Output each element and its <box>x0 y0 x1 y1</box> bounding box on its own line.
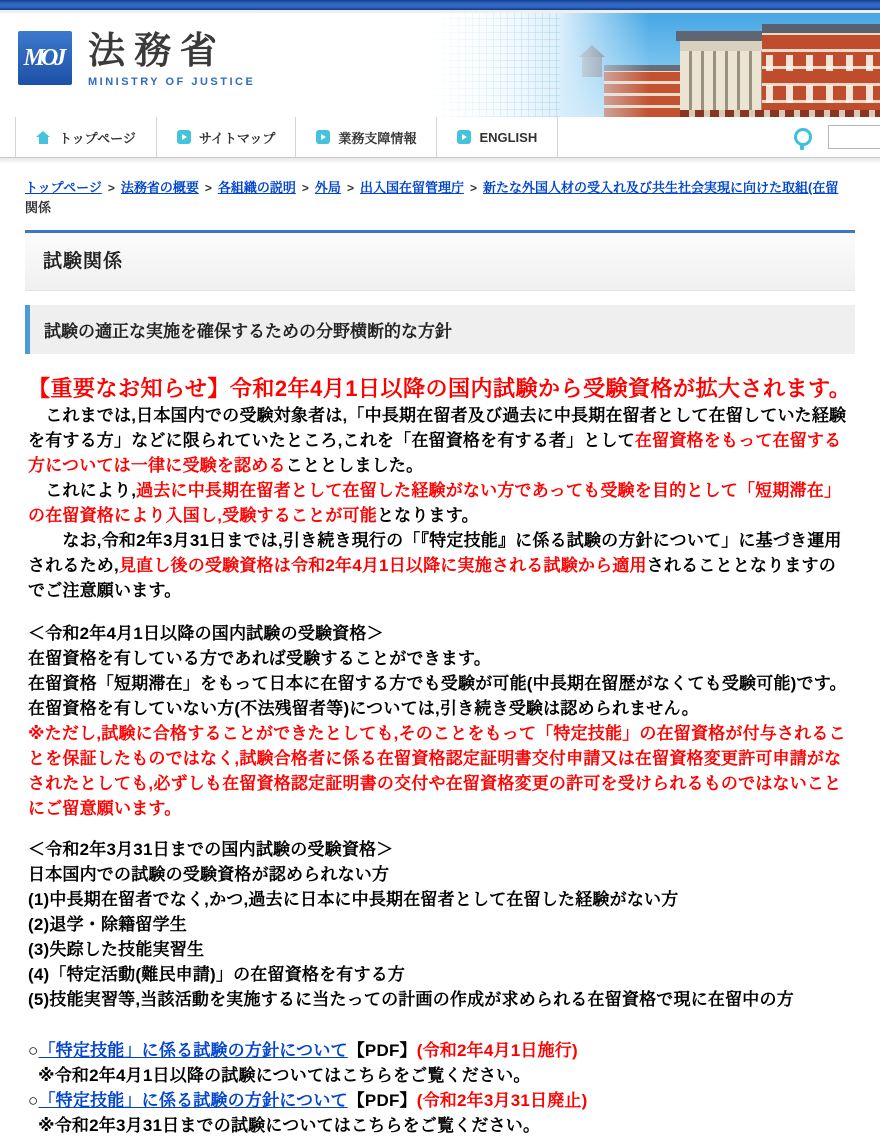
paragraph-text: なお,令和2年3月31日までは,引き続き現行の「『特定技能』に係る試験の方針について」に基づき運用されるため, <box>28 531 842 575</box>
section-until-march <box>28 837 852 1012</box>
section-until-march-title: ＜令和2年3月31日までの国内試験の受験資格＞ <box>28 840 394 859</box>
section-after-april-caution-note: ※ただし,試験に合格することができたとしても,そのことをもって「特定技能」の在留資格が付与されることを保証したものではなく,試験合格者に係る在留資格認定証明書交付申請又は在留資格変更許可申請がなされたとしても,必ずしも在留資格認定証明書の交付や在留資格変更の許可を受けられるものではないことにご留意願います。 <box>28 724 846 818</box>
moj-logo-acronym: MOJ <box>23 44 63 71</box>
header-building-photo <box>560 13 880 117</box>
paragraph-3 <box>28 528 852 603</box>
search-icon[interactable] <box>794 128 812 146</box>
paragraph-text: こととしました。 <box>285 456 424 475</box>
breadcrumb-separator: > <box>469 181 477 195</box>
pdf-link-test-policy-abolished[interactable]: 「特定技能」に係る試験の方針について <box>38 1091 348 1110</box>
building-windows <box>766 55 880 71</box>
moj-logo-mark <box>18 31 72 85</box>
paragraph-text: これにより, <box>28 481 137 500</box>
section-until-march-item: (2)退学・除籍留学生 <box>28 915 187 934</box>
site-name: 法務省 <box>88 30 226 71</box>
nav-shadow <box>0 158 880 164</box>
main-content <box>28 403 852 1138</box>
red-emphasis: 在留資格をもって在留する方については一律に受験を認める <box>28 431 842 475</box>
nav-item-top-page[interactable] <box>15 117 157 157</box>
section-after-april-item: 在留資格を有している方であれば受験することができます。 <box>28 649 492 668</box>
home-icon <box>36 131 51 144</box>
nav-item-label: サイトマップ <box>198 130 276 146</box>
breadcrumb-link-top-page[interactable]: トップページ <box>25 180 102 195</box>
building-colonnade <box>680 41 764 117</box>
pdf-link-test-policy-current[interactable]: 「特定技能」に係る試験の方針について <box>38 1041 348 1060</box>
nav-item-service-disruption-info[interactable] <box>296 117 437 157</box>
section-until-march-intro: 日本国内での試験の受験資格が認められない方 <box>28 865 390 884</box>
search-input[interactable] <box>828 125 880 149</box>
paragraph-text: されることとなりますのでご注意願います。 <box>28 556 836 600</box>
arrow-icon <box>316 130 330 144</box>
pdf-status: (令和2年3月31日廃止) <box>416 1091 588 1110</box>
list-marker: ○ <box>28 1041 39 1060</box>
arrow-icon <box>457 130 471 144</box>
site-name-en: MINISTRY OF JUSTICE <box>88 75 256 88</box>
building-tower <box>582 57 602 77</box>
list-marker: ○ <box>28 1091 39 1110</box>
pdf-link-line-2 <box>28 1088 852 1113</box>
paragraph-text: となります。 <box>376 506 479 525</box>
paragraph-2 <box>28 478 852 528</box>
section-after-april-item: 在留資格を有していない方(不法残留者等)については,引き続き受験は認められません。 <box>28 699 699 718</box>
pdf-note-2: ※令和2年3月31日までの試験についてはこちらをご覧ください。 <box>38 1116 541 1135</box>
top-bar <box>0 0 880 13</box>
pdf-status: (令和2年4月1日施行) <box>416 1041 578 1060</box>
nav-item-label: ENGLISH <box>479 129 538 145</box>
section-heading: 試験の適正な実施を確保するための分野横断的な方針 <box>25 305 855 354</box>
page-title: 試験関係 <box>43 251 124 272</box>
main-nav <box>0 117 880 158</box>
building-left-wing <box>604 65 682 117</box>
section-until-march-item: (5)技能実習等,当該活動を実施するに当たっての計画の作成が求められる在留資格で現に在留中の方 <box>28 990 794 1009</box>
breadcrumb-link-external-bureaus[interactable]: 外局 <box>314 180 341 195</box>
pdf-tag: 【PDF】 <box>347 1041 417 1060</box>
section-after-april <box>28 621 852 821</box>
breadcrumb-link-moj-overview[interactable]: 法務省の概要 <box>120 180 199 195</box>
paragraph-1 <box>28 403 852 478</box>
pdf-note-1: ※令和2年4月1日以降の試験についてはこちらをご覧ください。 <box>38 1066 531 1085</box>
pdf-links-block <box>28 1038 852 1138</box>
arrow-icon <box>177 130 191 144</box>
moj-logo[interactable] <box>18 31 255 88</box>
breadcrumb-line <box>25 178 855 198</box>
breadcrumb <box>25 178 855 218</box>
breadcrumb-link-organizations[interactable]: 各組織の説明 <box>217 180 296 195</box>
site-header <box>0 13 880 117</box>
section-after-april-item: 在留資格「短期滞在」をもって日本に在留する方でも受験が可能(中長期在留歴がなくても受験可能)です。 <box>28 674 847 693</box>
nav-item-label: トップページ <box>59 130 136 146</box>
section-until-march-item: (1)中長期在留者でなく,かつ,過去に日本に中長期在留者として在留した経験がない方 <box>28 890 679 909</box>
pdf-tag: 【PDF】 <box>347 1091 417 1110</box>
breadcrumb-separator: > <box>204 181 212 195</box>
pdf-link-line-1 <box>28 1038 852 1063</box>
breadcrumb-separator: > <box>346 181 354 195</box>
important-notice: 【重要なお知らせ】令和2年4月1日以降の国内試験から受験資格が拡大されます。 <box>28 376 852 401</box>
search-area <box>774 117 880 157</box>
paragraph-text: これまでは,日本国内での受験対象者は,「中長期在留者及び過去に中長期在留者として在留していた経験を有する方」などに限られていたところ,これを「在留資格を有する者」として <box>28 406 847 450</box>
site-title-group <box>88 31 255 88</box>
page-title-box <box>25 230 855 291</box>
building-base <box>680 110 880 117</box>
red-emphasis: 見直し後の受験資格は令和2年4月1日以降に実施される試験から適用 <box>118 556 647 575</box>
red-emphasis: 過去に中長期在留者として在留した経験がない方であっても受験を目的として「短期滞在」の在留資格により入国し,受験することが可能 <box>28 481 842 525</box>
section-after-april-title: ＜令和2年4月1日以降の国内試験の受験資格＞ <box>28 624 384 643</box>
nav-item-label: 業務支障情報 <box>338 130 417 146</box>
section-until-march-item: (4)「特定活動(難民申請)」の在留資格を有する方 <box>28 965 406 984</box>
breadcrumb-separator: > <box>301 181 309 195</box>
nav-item-english[interactable] <box>437 117 558 157</box>
breadcrumb-separator: > <box>107 181 115 195</box>
building-windows <box>766 85 880 103</box>
nav-item-sitemap[interactable] <box>157 117 297 157</box>
section-until-march-item: (3)失踪した技能実習生 <box>28 940 205 959</box>
breadcrumb-wrapped-tail: 関係 <box>25 200 52 215</box>
breadcrumb-link-immigration-agency[interactable]: 出入国在留管理庁 <box>359 180 464 195</box>
header-grid-pattern <box>430 13 560 117</box>
breadcrumb-link-new-foreign-workers[interactable]: 新たな外国人材の受入れ及び共生社会実現に向けた取組(在留 <box>482 180 839 195</box>
